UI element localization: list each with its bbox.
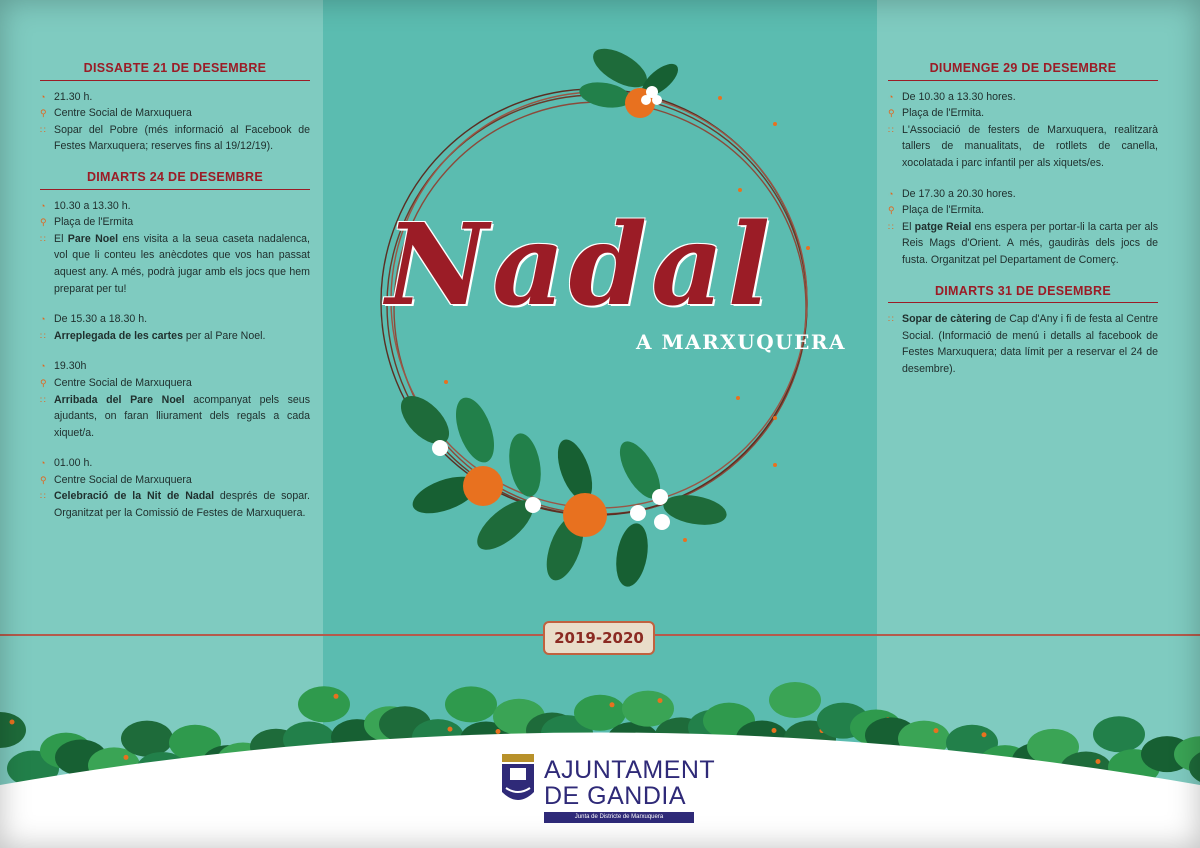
text-suffix: després de sopar. Organitzat per la Comissió de Festes de Marxuquera. [54, 490, 310, 520]
event-text [902, 311, 1158, 377]
clock-icon: ◔ [40, 200, 46, 211]
event-line [40, 472, 310, 489]
dots-icon: ∷ [40, 124, 46, 135]
year-badge: 2019-2020 [543, 621, 655, 655]
event-day-section [888, 60, 1158, 269]
divider-left [0, 634, 543, 636]
event-item [888, 186, 1158, 269]
coat-of-arms-icon [498, 752, 538, 810]
event-item [40, 455, 310, 521]
orange-dot [658, 698, 663, 703]
day-heading: DISSABTE 21 DE DESEMBRE [40, 60, 310, 81]
pin-icon: ⚲ [888, 205, 895, 216]
orange-dot [496, 729, 501, 734]
dots-icon: ∷ [40, 330, 46, 341]
bush-leaf [769, 682, 821, 718]
event-text: Centre Social de Marxuquera [54, 376, 192, 389]
text-highlight: patge Reial [914, 220, 972, 233]
event-item [888, 311, 1158, 377]
orange-dot [1096, 759, 1101, 764]
event-line [888, 89, 1158, 106]
event-line [888, 105, 1158, 122]
event-text: Plaça de l'Ermita. [902, 204, 985, 217]
event-text: 19.30h [54, 360, 87, 373]
event-line [40, 214, 310, 231]
pin-icon: ⚲ [40, 474, 47, 485]
pin-icon: ⚲ [40, 108, 47, 119]
text-highlight: Arreplegada de les cartes [54, 329, 183, 342]
dots-icon: ∷ [888, 124, 894, 135]
event-day-section [40, 60, 310, 155]
event-text [902, 219, 1158, 269]
dots-icon: ∷ [40, 394, 46, 405]
leaves-bottom-cluster [392, 387, 728, 589]
dots-icon: ∷ [888, 221, 894, 232]
event-text [54, 328, 310, 345]
clock-icon: ◔ [888, 91, 894, 102]
text-prefix: El [902, 220, 915, 233]
event-line [40, 122, 310, 155]
title-nadal: Nadal [385, 200, 775, 331]
bush-leaf [298, 686, 350, 722]
pin-icon: ⚲ [40, 217, 47, 228]
clock-icon: ◔ [40, 458, 46, 469]
event-line [40, 311, 310, 328]
event-day-section [40, 169, 310, 522]
event-line [40, 105, 310, 122]
text-suffix: per al Pare Noel. [182, 329, 266, 342]
right-column-events [888, 60, 1158, 392]
event-text: Sopar del Pobre (més informació al Facebook de Festes Marxuquera; reserves fins al 19/12/19). [54, 123, 310, 153]
event-line [888, 311, 1158, 377]
event-line [40, 375, 310, 392]
text-suffix: ens espera per portar-li la carta per als Reis Mags d'Orient. A més, gaudiràs dels jocs de fusta. Organitzat pel Departament de Comerç. [902, 220, 1158, 266]
day-heading: DIMARTS 31 DE DESEMBRE [888, 283, 1158, 304]
bush-leaf [445, 686, 497, 722]
clock-icon: ◔ [40, 314, 46, 325]
clock-icon: ◔ [40, 91, 46, 102]
bush-leaf [0, 712, 26, 748]
text-suffix: acompanyat pels seus ajudants, on faran lliurament dels regals a cada xiquet/a. [54, 393, 310, 439]
day-heading: DIUMENGE 29 DE DESEMBRE [888, 60, 1158, 81]
ajuntament-logo [498, 752, 716, 828]
event-item [40, 198, 310, 298]
orange-dot [772, 728, 777, 733]
event-line [40, 328, 310, 345]
event-line [40, 89, 310, 106]
day-heading: DIMARTS 24 DE DESEMBRE [40, 169, 310, 190]
text-highlight: Pare Noel [67, 232, 119, 245]
orange-dot [124, 755, 129, 760]
event-text: Plaça de l'Ermita. [902, 107, 985, 120]
event-line [40, 358, 310, 375]
event-text: L'Associació de festers de Marxuquera, realitzarà tallers de manualitats, de rotllets de canella, xocolatada i parc infantil per als xiquets/es. [902, 123, 1158, 169]
bush-leaf [121, 721, 173, 757]
text-highlight: Arribada del Pare Noel [54, 393, 185, 406]
orange-dot [10, 720, 15, 725]
orange-dot [448, 727, 453, 732]
event-text: 10.30 a 13.30 h. [54, 199, 131, 212]
event-text: Centre Social de Marxuquera [54, 473, 192, 486]
text-highlight: Celebració de la Nit de Nadal [54, 490, 215, 503]
divider-right [655, 634, 1200, 636]
text-prefix: El [54, 232, 68, 245]
event-line [40, 488, 310, 521]
text-suffix: ens visita a la seua caseta nadalenca, vol que li conteu les anècdotes que vos han passat aquest any. A més, podrà jugar amb els jocs que hem preparat per tu! [54, 232, 310, 295]
event-day-section [888, 283, 1158, 378]
orange-dot [934, 728, 939, 733]
event-line [40, 392, 310, 442]
event-text: De 15.30 a 18.30 h. [54, 313, 148, 326]
left-column-events [40, 60, 310, 536]
dots-icon: ∷ [40, 233, 46, 244]
orange-dot [334, 694, 339, 699]
event-line [40, 455, 310, 472]
dots-icon: ∷ [888, 314, 894, 325]
orange-dot [982, 732, 987, 737]
event-line [888, 219, 1158, 269]
event-line [40, 231, 310, 297]
text-highlight: Sopar de càtering [902, 313, 992, 326]
orange-dot [610, 702, 615, 707]
dots-icon: ∷ [40, 491, 46, 502]
event-line [40, 198, 310, 215]
bush-leaf [1093, 716, 1145, 752]
event-text: Centre Social de Marxuquera [54, 107, 192, 120]
pin-icon: ⚲ [40, 377, 47, 388]
event-item [40, 358, 310, 441]
event-text: De 10.30 a 13.30 hores. [902, 90, 1016, 103]
event-text [54, 231, 310, 297]
clock-icon: ◔ [888, 188, 894, 199]
clock-icon: ◔ [40, 361, 46, 372]
event-line [888, 122, 1158, 172]
pin-icon: ⚲ [888, 108, 895, 119]
event-text: 01.00 h. [54, 457, 93, 470]
logo-line2: DE GANDIA [544, 782, 687, 810]
event-item [40, 311, 310, 344]
text-suffix: de Cap d'Any i fi de festa al Centre Social. (Informació de menú i detalls al facebook de Festes Marxuquera; data límit per a reservar el 24 de desembre). [902, 313, 1159, 375]
event-text: Plaça de l'Ermita [54, 216, 134, 229]
event-line [888, 186, 1158, 203]
event-item [40, 89, 310, 155]
event-line [888, 202, 1158, 219]
event-item [888, 89, 1158, 172]
event-text [54, 488, 310, 521]
logo-subtitle: Junta de Districte de Marxuquera [544, 812, 694, 823]
title-subtitle: A MARXUQUERA [636, 330, 846, 354]
event-text [54, 392, 310, 442]
event-text: 21.30 h. [54, 90, 93, 103]
event-text: De 17.30 a 20.30 hores. [902, 187, 1016, 200]
logo-line1: AJUNTAMENT [544, 756, 716, 784]
